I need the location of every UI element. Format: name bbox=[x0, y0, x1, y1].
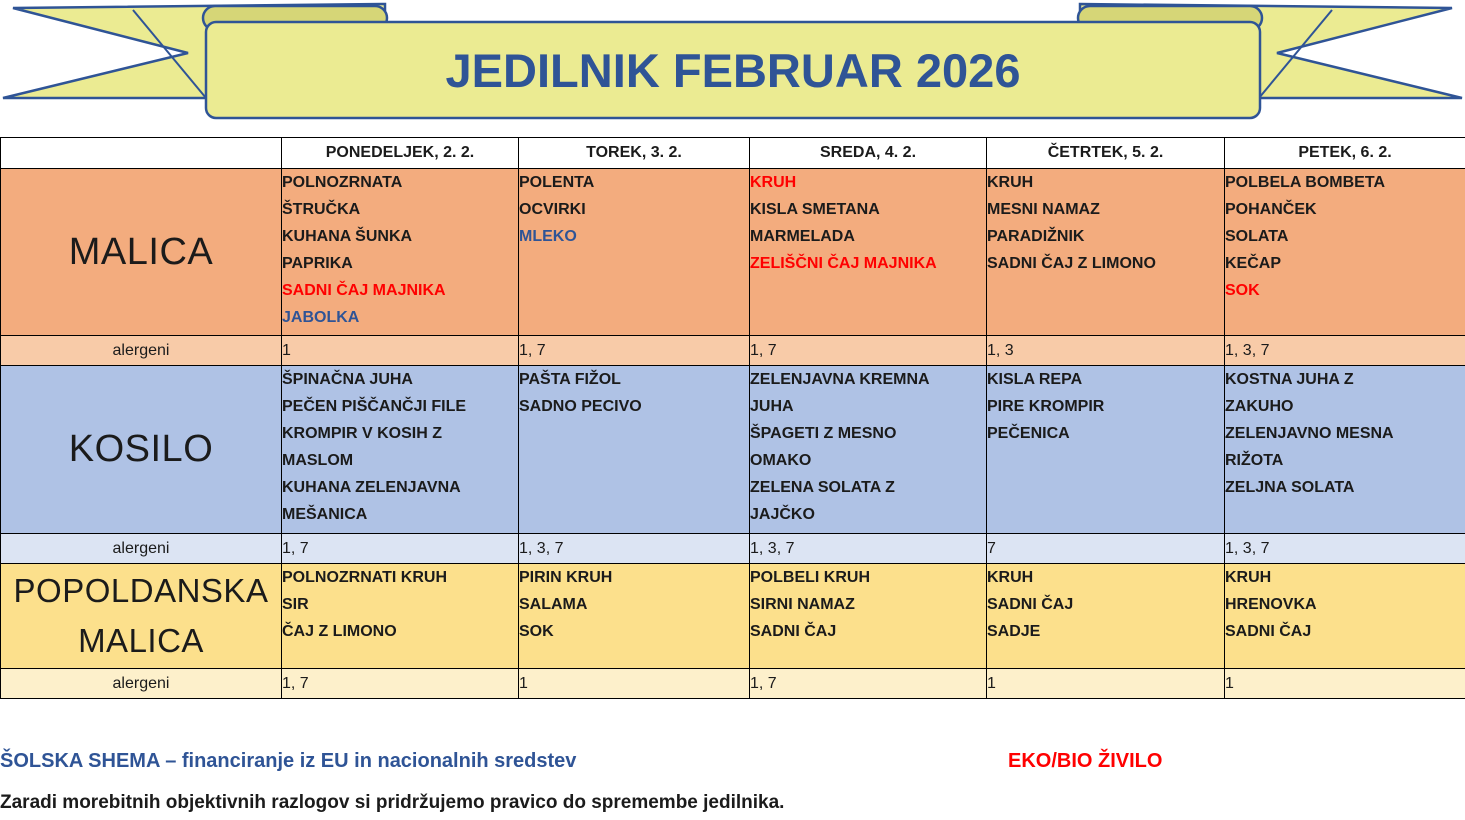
header-cell-day: PONEDELJEK, 2. 2. bbox=[282, 138, 519, 169]
menu-item-line: SOK bbox=[519, 623, 554, 640]
section-label-kosilo: KOSILO bbox=[1, 366, 282, 534]
allergen-value: 1 bbox=[1225, 669, 1465, 699]
menu-item-line: KROMPIR V KOSIH Z bbox=[282, 425, 443, 442]
menu-item-line: ŠTRUČKA bbox=[282, 201, 361, 218]
ribbon-graphic bbox=[0, 0, 1465, 136]
header-cell-day: SREDA, 4. 2. bbox=[750, 138, 987, 169]
school-scheme-text: ŠOLSKA SHEMA – financiranje iz EU in nacionalnih sredstev bbox=[0, 750, 577, 772]
menu-item-line: ZELENJAVNA KREMNA bbox=[750, 371, 930, 388]
menu-item-line: ŠPINAČNA JUHA bbox=[282, 371, 413, 388]
menu-cell bbox=[1225, 366, 1465, 534]
menu-item-line: ZAKUHO bbox=[1225, 398, 1294, 415]
menu-item-line: MARMELADA bbox=[750, 228, 855, 245]
menu-item-line: HRENOVKA bbox=[1225, 596, 1317, 613]
page-title: JEDILNIK FEBRUAR 2026 bbox=[445, 44, 1021, 97]
header-cell-empty bbox=[1, 138, 282, 169]
menu-item-line: SOK bbox=[1225, 282, 1260, 299]
menu-item-line: KISLA REPA bbox=[987, 371, 1083, 388]
menu-item-line: ČAJ Z LIMONO bbox=[282, 623, 397, 640]
menu-item-line: KOSTNA JUHA Z bbox=[1225, 371, 1354, 388]
menu-item-line: SADNI ČAJ MAJNIKA bbox=[282, 282, 446, 299]
menu-item-line: KISLA SMETANA bbox=[750, 201, 880, 218]
menu-item-line: PEČENICA bbox=[987, 425, 1070, 442]
menu-item-line: SALAMA bbox=[519, 596, 588, 613]
menu-cell bbox=[750, 169, 987, 336]
menu-item-line: MASLOM bbox=[282, 452, 354, 469]
menu-item-line: POLBELI KRUH bbox=[750, 569, 870, 586]
menu-item-line: POLNOZRNATA bbox=[282, 174, 403, 191]
menu-cell bbox=[282, 169, 519, 336]
menu-item-line: POLNOZRNATI KRUH bbox=[282, 569, 448, 586]
menu-item-line: OMAKO bbox=[750, 452, 812, 469]
menu-item-line: JUHA bbox=[750, 398, 794, 415]
banner-ribbon bbox=[0, 0, 1465, 136]
header-cell-day: PETEK, 6. 2. bbox=[1225, 138, 1465, 169]
menu-table bbox=[0, 137, 1465, 699]
menu-item-line: PAPRIKA bbox=[282, 255, 353, 272]
menu-cell bbox=[1225, 564, 1465, 669]
menu-item-line: MLEKO bbox=[519, 228, 577, 245]
menu-item-line: ZELENJAVNO MESNA bbox=[1225, 425, 1394, 442]
menu-item-line: ŠPAGETI Z MESNO bbox=[750, 425, 897, 442]
menu-cell bbox=[519, 564, 750, 669]
menu-item-line: ZELJNA SOLATA bbox=[1225, 479, 1355, 496]
allergen-label: alergeni bbox=[1, 669, 282, 699]
allergen-value: 1, 3, 7 bbox=[519, 534, 750, 564]
header-cell-day: ČETRTEK, 5. 2. bbox=[987, 138, 1225, 169]
allergen-value: 1, 7 bbox=[282, 669, 519, 699]
menu-item-line: MEŠANICA bbox=[282, 506, 368, 523]
table-header-row bbox=[1, 138, 1465, 169]
menu-item-line: POLENTA bbox=[519, 174, 595, 191]
menu-item-line: KUHANA ZELENJAVNA bbox=[282, 479, 461, 496]
allergen-value: 1, 7 bbox=[282, 534, 519, 564]
footer-line1 bbox=[0, 750, 1465, 778]
section-label-malica: MALICA bbox=[1, 169, 282, 336]
allergen-value: 1 bbox=[987, 669, 1225, 699]
allergen-value: 1, 7 bbox=[750, 336, 987, 366]
menu-item-line: SADNI ČAJ bbox=[1225, 623, 1312, 640]
menu-cell bbox=[282, 366, 519, 534]
disclaimer-text: Zaradi morebitnih objektivnih razlogov si pridržujemo pravico do spremembe jedilnika. bbox=[0, 792, 785, 813]
menu-cell bbox=[987, 366, 1225, 534]
menu-cell bbox=[750, 366, 987, 534]
allergen-value: 1, 3, 7 bbox=[1225, 534, 1465, 564]
menu-item-line: KRUH bbox=[1225, 569, 1272, 586]
menu-item-line: KRUH bbox=[987, 174, 1034, 191]
allergen-value: 1 bbox=[519, 669, 750, 699]
menu-item-line: KEČAP bbox=[1225, 255, 1282, 272]
menu-item-line: OCVIRKI bbox=[519, 201, 586, 218]
menu-item-line: JABOLKA bbox=[282, 309, 360, 326]
menu-item-line: SADNI ČAJ Z LIMONO bbox=[987, 255, 1156, 272]
menu-cell bbox=[519, 366, 750, 534]
menu-item-line: POHANČEK bbox=[1225, 201, 1317, 218]
menu-item-line: SIR bbox=[282, 596, 309, 613]
eko-bio-label: EKO/BIO ŽIVILO bbox=[1008, 750, 1163, 772]
menu-item-line: ZELENA SOLATA Z bbox=[750, 479, 895, 496]
menu-cell bbox=[519, 169, 750, 336]
menu-item-line: POLBELA BOMBETA bbox=[1225, 174, 1385, 191]
menu-item-line: SADJE bbox=[987, 623, 1041, 640]
allergen-label: alergeni bbox=[1, 336, 282, 366]
allergen-value: 1, 7 bbox=[519, 336, 750, 366]
menu-item-line: RIŽOTA bbox=[1225, 452, 1284, 469]
allergen-value: 1, 3 bbox=[987, 336, 1225, 366]
menu-item-line: SADNI ČAJ bbox=[750, 623, 837, 640]
section-row-kosilo bbox=[1, 366, 1465, 534]
menu-item-line: PARADIŽNIK bbox=[987, 228, 1085, 245]
menu-item-line: PIRIN KRUH bbox=[519, 569, 613, 586]
menu-cell bbox=[282, 564, 519, 669]
allergen-value: 1, 3, 7 bbox=[1225, 336, 1465, 366]
section-label-popoldanska: POPOLDANSKA MALICA bbox=[1, 564, 282, 669]
menu-item-line: JAJČKO bbox=[750, 506, 815, 523]
menu-item-line: SADNO PECIVO bbox=[519, 398, 642, 415]
menu-item-line: KRUH bbox=[750, 174, 797, 191]
allergen-value: 1 bbox=[282, 336, 519, 366]
allergen-value: 7 bbox=[987, 534, 1225, 564]
menu-item-line: SIRNI NAMAZ bbox=[750, 596, 855, 613]
menu-item-line: PIRE KROMPIR bbox=[987, 398, 1105, 415]
menu-item-line: PAŠTA FIŽOL bbox=[519, 371, 621, 388]
menu-item-line: KUHANA ŠUNKA bbox=[282, 228, 413, 245]
allergen-row-kosilo bbox=[1, 534, 1465, 564]
menu-cell bbox=[750, 564, 987, 669]
menu-cell bbox=[987, 564, 1225, 669]
allergen-value: 1, 3, 7 bbox=[750, 534, 987, 564]
allergen-row-popoldanska bbox=[1, 669, 1465, 699]
section-row-popoldanska bbox=[1, 564, 1465, 669]
section-row-malica bbox=[1, 169, 1465, 336]
menu-item-line: PEČEN PIŠČANČJI FILE bbox=[282, 398, 467, 415]
menu-item-line: MESNI NAMAZ bbox=[987, 201, 1100, 218]
menu-item-line: SADNI ČAJ bbox=[987, 596, 1074, 613]
menu-item-line: SOLATA bbox=[1225, 228, 1289, 245]
allergen-label: alergeni bbox=[1, 534, 282, 564]
menu-item-line: ZELIŠČNI ČAJ MAJNIKA bbox=[750, 255, 937, 272]
allergen-row-malica bbox=[1, 336, 1465, 366]
menu-item-line: KRUH bbox=[987, 569, 1034, 586]
allergen-value: 1, 7 bbox=[750, 669, 987, 699]
menu-cell bbox=[987, 169, 1225, 336]
menu-cell bbox=[1225, 169, 1465, 336]
header-cell-day: TOREK, 3. 2. bbox=[519, 138, 750, 169]
